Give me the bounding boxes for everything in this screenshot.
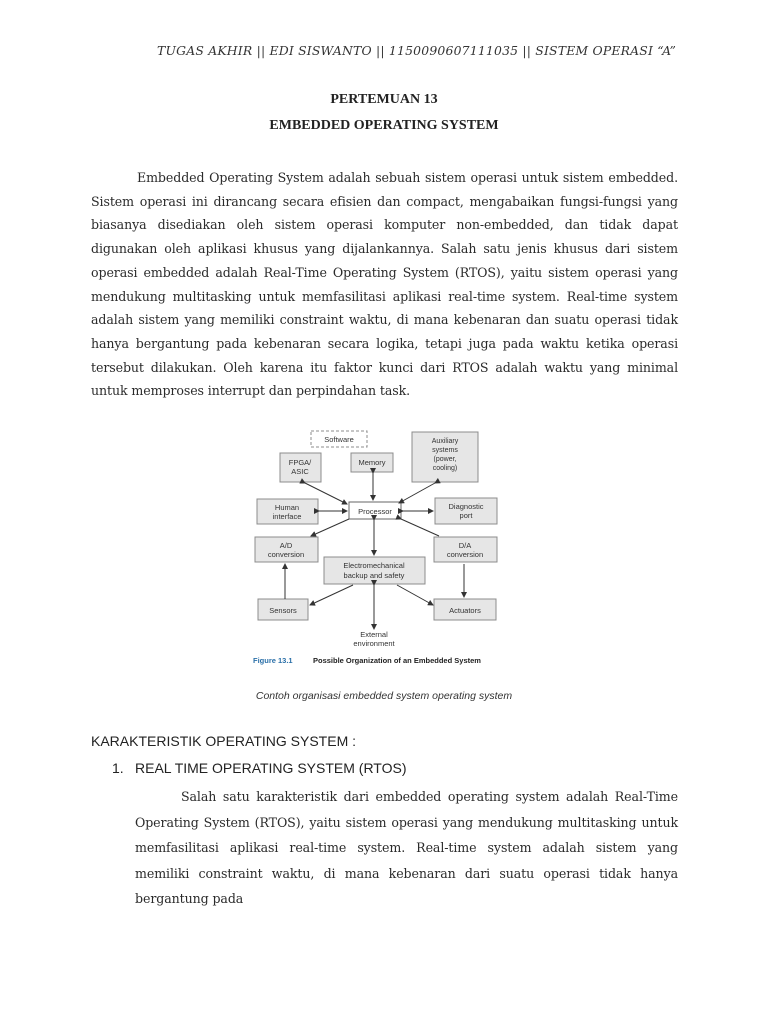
external-label-line2: environment: [353, 639, 395, 648]
list-item-title: REAL TIME OPERATING SYSTEM (RTOS): [135, 760, 407, 776]
memory-label: Memory: [358, 458, 386, 467]
auxiliary-label-line3: (power,: [433, 456, 457, 463]
software-label: Software: [324, 435, 354, 444]
electromechanical-label-line2: backup and safety: [343, 571, 405, 580]
page-title-line2: EMBEDDED OPERATING SYSTEM: [269, 118, 499, 133]
ad-label-line1: A/D: [279, 541, 293, 550]
human-interface-label-line1: Human: [274, 503, 300, 512]
diagram-svg: [247, 423, 517, 673]
sensors-label: Sensors: [269, 606, 297, 615]
auxiliary-label-line2: systems: [432, 447, 458, 454]
actuators-label: Actuators: [449, 606, 481, 615]
electromechanical-label-line1: Electromechanical: [343, 561, 405, 570]
diagnostic-label-line1: Diagnostic: [448, 502, 484, 511]
human-interface-label-line2: interface: [272, 512, 302, 521]
page-title-line1: PERTEMUAN 13: [330, 92, 438, 107]
fpga-label-line1: FPGA/: [288, 458, 312, 467]
fpga-label-line2: ASIC: [291, 467, 309, 476]
diagnostic-label-line2: port: [459, 511, 473, 520]
running-header: TUGAS AKHIR || EDI SISWANTO || 1150090607111035 || SISTEM OPERASI “A”: [157, 43, 676, 58]
da-label-line1: D/A: [458, 541, 472, 550]
figure-caption: Contoh organisasi embedded system operating system: [255, 690, 513, 702]
intro-paragraph: Embedded Operating System adalah sebuah sistem operasi untuk sistem embedded. Sistem operasi ini dirancang secara efisien dan compact, mengabaikan fungsi-fungsi yang biasanya disediakan oleh sistem operasi komputer non-embedded, dan tidak dapat digunakan oleh aplikasi khusus yang dijalankannya. Salah satu jenis khusus dari sistem operasi embedded adalah Real-Time Operating System (RTOS), yaitu sistem operasi yang mendukung multitasking untuk memfasilitasi aplikasi real-time system. Real-time system adalah sistem yang memiliki constraint waktu, di mana kebenaran dan suatu operasi tidak hanya bergantung pada kebenaran secara logika, tetapi juga pada waktu ketika operasi tersebut dilakukan. Oleh karena itu faktor kunci dari RTOS adalah waktu yang minimal untuk memproses interrupt dan perpindahan task.: [91, 170, 678, 399]
embedded-system-diagram: [247, 423, 517, 673]
figure-title: Possible Organization of an Embedded System: [313, 656, 481, 665]
external-label-line1: External: [360, 630, 388, 639]
list-item-paragraph: Salah satu karakteristik dari embedded operating system adalah Real-Time Operating System (RTOS), yaitu sistem operasi yang mendukung multitasking untuk memfasilitasi aplikasi real-time system. Real-time system adalah sistem yang memiliki constraint waktu, di mana kebenaran dari suatu operasi tidak hanya bergantung pada: [135, 789, 678, 906]
auxiliary-label-line4: cooling): [432, 465, 458, 472]
section-heading: KARAKTERISTIK OPERATING SYSTEM :: [91, 733, 357, 749]
figure-number: Figure 13.1: [253, 656, 293, 665]
list-item-number: 1.: [112, 760, 124, 776]
processor-label: Processor: [358, 507, 392, 516]
da-label-line2: conversion: [446, 550, 484, 559]
ad-label-line2: conversion: [267, 550, 305, 559]
auxiliary-label-line1: Auxiliary: [431, 438, 459, 445]
